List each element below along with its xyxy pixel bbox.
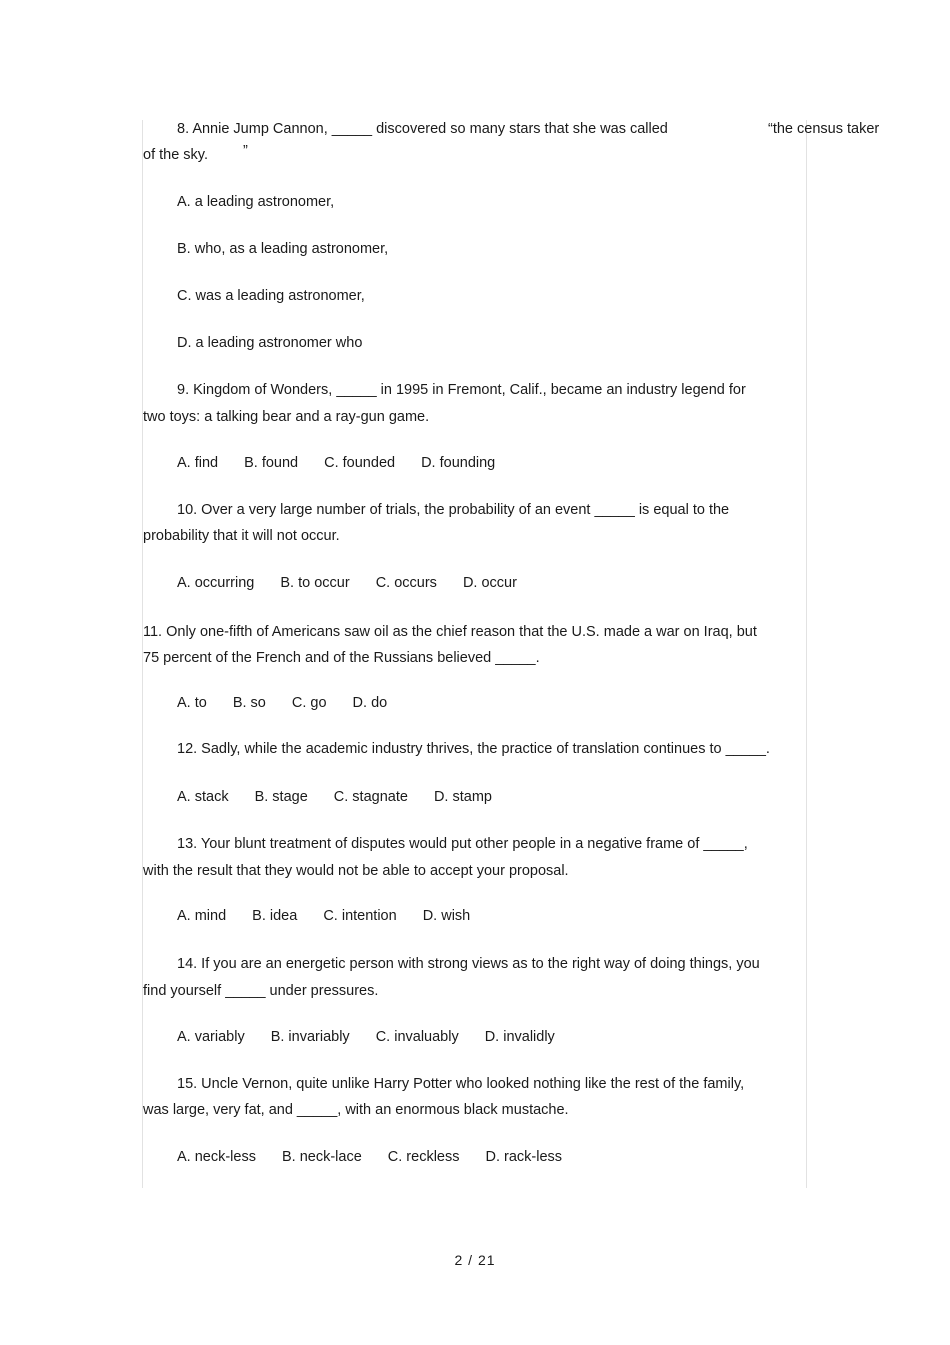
page-separator: / (468, 1252, 474, 1268)
question-11-option-b: B. so (232, 695, 266, 711)
question-15-option-d: D. rack-less (485, 1149, 563, 1165)
question-10-options (177, 574, 543, 592)
question-15-option-a: A. neck-less (177, 1149, 256, 1165)
question-13-option-c: C. intention (323, 908, 397, 924)
question-8-line-1: 8. Annie Jump Cannon, _____ discovered so many stars that she was called (177, 121, 668, 137)
question-8-option-c: C. was a leading astronomer, (177, 288, 365, 304)
question-10-option-c: C. occurs (375, 575, 437, 591)
question-10-option-b: B. to occur (280, 575, 350, 591)
page-current: 2 (454, 1252, 464, 1268)
question-11-line-2: 75 percent of the French and of the Russians believed _____. (143, 650, 540, 666)
question-12-option-a: A. stack (177, 789, 229, 805)
question-8-option-b: B. who, as a leading astronomer, (177, 241, 389, 257)
question-12-option-b: B. stage (254, 789, 308, 805)
question-14-line-1: 14. If you are an energetic person with strong views as to the right way of doing things, you (177, 956, 760, 972)
question-15-options (177, 1148, 588, 1166)
page-total: 21 (477, 1252, 496, 1268)
question-15-option-b: B. neck-lace (281, 1149, 362, 1165)
question-11-option-a: A. to (177, 695, 207, 711)
question-12-option-d: D. stamp (433, 789, 492, 805)
question-11-line-1: 11. Only one-fifth of Americans saw oil as the chief reason that the U.S. made a war on Iraq, but (143, 624, 757, 640)
question-8-option-d: D. a leading astronomer who (177, 335, 363, 351)
question-10-option-d: D. occur (462, 575, 517, 591)
question-12-option-c: C. stagnate (333, 789, 408, 805)
question-12-options (177, 788, 518, 806)
question-9-option-c: C. founded (324, 455, 396, 471)
question-11-option-c: C. go (291, 695, 327, 711)
question-13-option-a: A. mind (177, 908, 227, 924)
question-14-option-a: A. variably (177, 1029, 245, 1045)
question-8-quote-close: ” (243, 143, 248, 159)
question-14-option-b: B. invariably (270, 1029, 350, 1045)
question-11-options (177, 694, 413, 712)
question-13-options (177, 907, 496, 925)
question-8-option-a: A. a leading astronomer, (177, 194, 335, 210)
question-8-line-2: of the sky. (143, 147, 209, 163)
question-8-quote-open: “the census taker (768, 121, 880, 137)
question-11-option-d: D. do (352, 695, 388, 711)
question-13-line-1: 13. Your blunt treatment of disputes would put other people in a negative frame of _____, (177, 836, 748, 852)
question-14-options (177, 1028, 581, 1046)
question-10-line-2: probability that it will not occur. (143, 528, 340, 544)
question-15-line-2: was large, very fat, and _____, with an enormous black mustache. (143, 1102, 569, 1118)
question-9-line-1: 9. Kingdom of Wonders, _____ in 1995 in Fremont, Calif., became an industry legend for (177, 382, 746, 398)
question-13-option-b: B. idea (252, 908, 298, 924)
question-14-option-c: C. invaluably (375, 1029, 459, 1045)
right-margin-rule (806, 120, 807, 1188)
question-15-option-c: C. reckless (387, 1149, 460, 1165)
question-13-line-2: with the result that they would not be able to accept your proposal. (143, 863, 569, 879)
question-9-option-a: A. find (177, 455, 219, 471)
question-9-line-2: two toys: a talking bear and a ray-gun game. (143, 409, 430, 425)
page-number (0, 1252, 950, 1268)
question-15-line-1: 15. Uncle Vernon, quite unlike Harry Potter who looked nothing like the rest of the family, (177, 1076, 745, 1092)
question-14-option-d: D. invalidly (484, 1029, 555, 1045)
question-9-option-b: B. found (244, 455, 299, 471)
question-9-options (177, 454, 521, 472)
question-13-option-d: D. wish (422, 908, 471, 924)
question-10-line-1: 10. Over a very large number of trials, the probability of an event _____ is equal to the (177, 502, 730, 518)
question-10-option-a: A. occurring (177, 575, 255, 591)
question-12-line-1: 12. Sadly, while the academic industry thrives, the practice of translation continues to _____. (177, 741, 770, 757)
question-9-option-d: D. founding (421, 455, 496, 471)
question-14-line-2: find yourself _____ under pressures. (143, 983, 379, 999)
